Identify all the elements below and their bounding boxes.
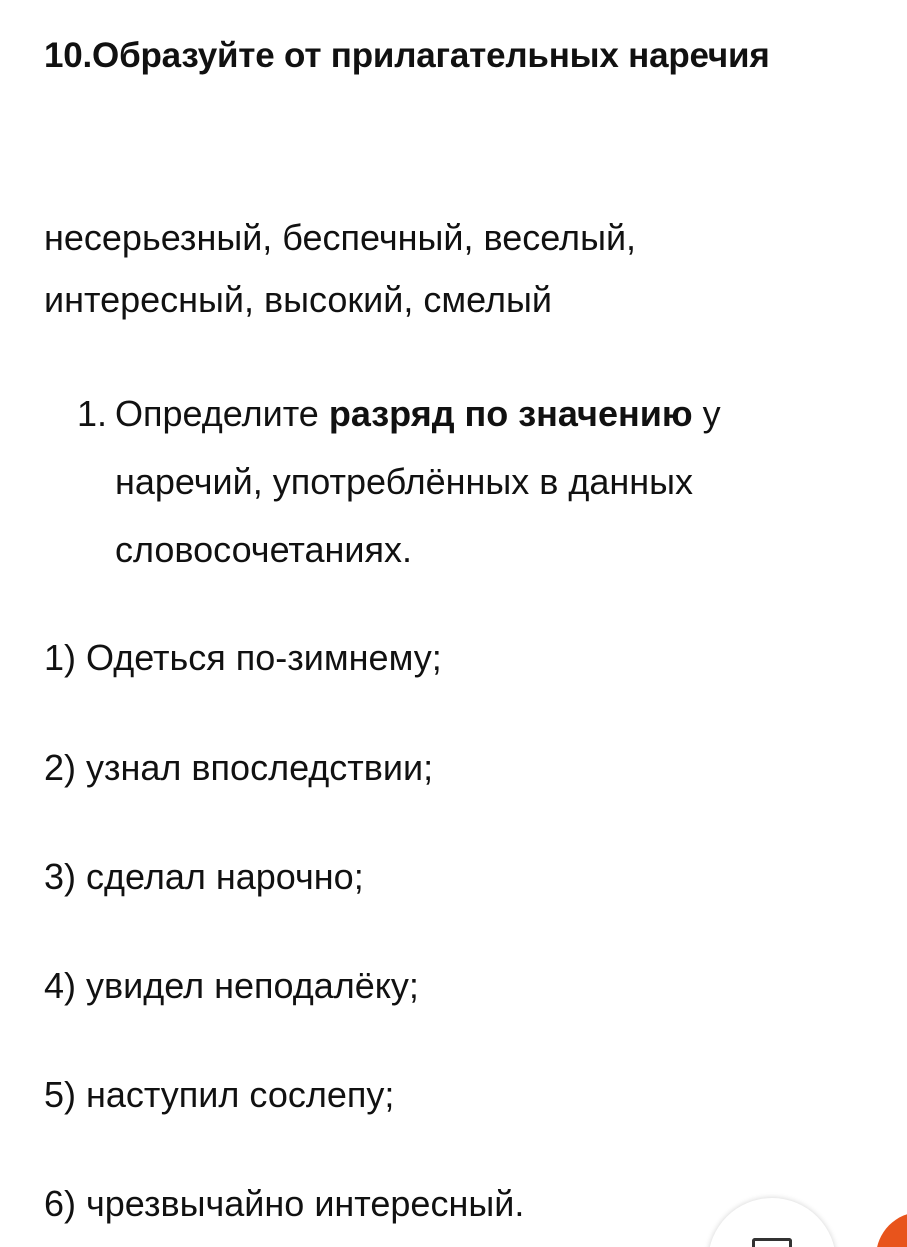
adjective-line-1: несерьезный, беспечный, веселый,: [44, 217, 637, 258]
adjective-list: [44, 207, 864, 331]
list-item: 2) узнал впоследствии;: [44, 747, 434, 788]
task-number: 1.: [77, 393, 108, 434]
document-icon: [752, 1238, 792, 1247]
task-instruction: [77, 380, 875, 584]
adjective-line-2: интересный, высокий, смелый: [44, 279, 552, 320]
orange-action-button[interactable]: [876, 1212, 907, 1247]
task-suffix: у наречий, употреблённых в данных словосочетаниях.: [115, 393, 721, 570]
page-title: 10.Образуйте от прилагательных наречия: [44, 36, 770, 75]
list-item: 5) наступил сослепу;: [44, 1074, 395, 1115]
task-prefix: Определите: [115, 393, 319, 434]
task-emphasis: разряд по значению: [328, 393, 693, 434]
list-item: 4) увидел неподалёку;: [44, 965, 419, 1006]
list-item: 3) сделал нарочно;: [44, 856, 364, 897]
list-item: 6) чрезвычайно интересный.: [44, 1183, 525, 1224]
list-item: 1) Одеться по-зимнему;: [44, 637, 442, 678]
